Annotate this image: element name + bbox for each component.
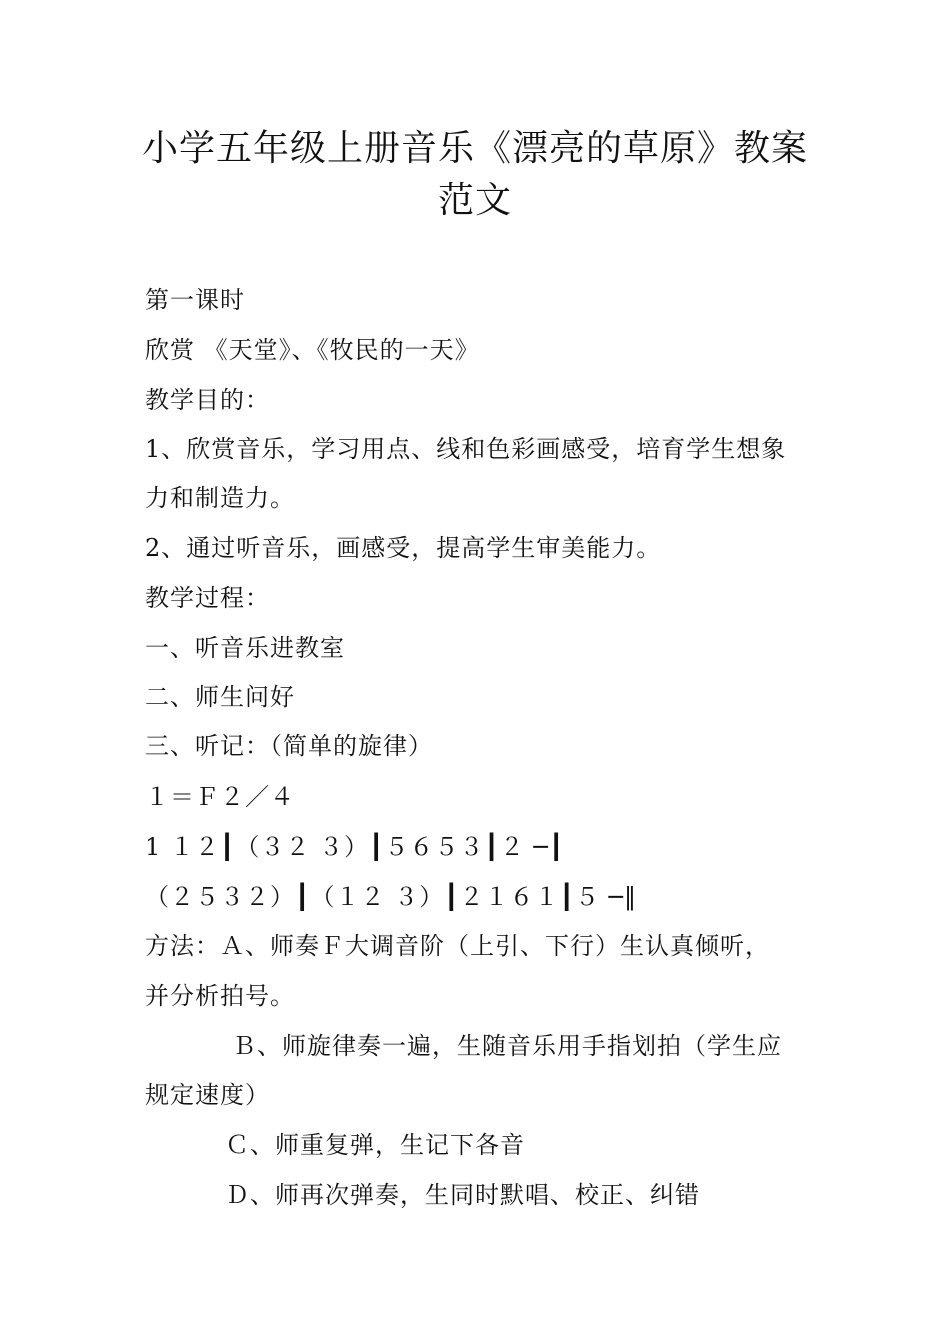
goal-1-line-1: 1、欣赏音乐，学习用点、线和色彩画感受，培育学生想象 — [145, 435, 787, 463]
step-1: 一、听音乐进教室 — [145, 634, 345, 662]
method-c: Ｃ、师重复弹，生记下各音 — [225, 1131, 525, 1159]
page-title-line-2: 范文 — [437, 180, 512, 221]
method-d: Ｄ、师再次弹奏，生同时默唱、校正、纠错 — [225, 1181, 700, 1209]
goal-2: 2、通过听音乐，画感受，提高学生审美能力。 — [145, 534, 662, 562]
page-title-line-1: 小学五年级上册音乐《漂亮的草原》教案 — [141, 128, 808, 169]
method-b-line-1: Ｂ、师旋律奏一遍，生随音乐用手指划拍（学生应 — [232, 1032, 782, 1060]
teaching-process-heading: 教学过程： — [145, 584, 270, 612]
key-signature: １＝Ｆ２／４ — [145, 783, 295, 811]
appreciation-works: 欣赏 《天堂》、《牧民的一天》 — [145, 336, 480, 364]
notation-line-2: （２５３２）┃（１２ ３）┃２１６１┃５ ─‖ — [145, 883, 638, 911]
goal-1-line-2: 力和制造力。 — [145, 484, 295, 512]
step-3: 三、听记：（简单的旋律） — [145, 732, 433, 760]
method-a-line-1: 方法：Ａ、师奏Ｆ大调音阶（上引、下行）生认真倾听， — [145, 932, 770, 960]
method-a-line-2: 并分析拍号。 — [145, 982, 295, 1010]
teaching-goals-heading: 教学目的： — [145, 386, 270, 414]
method-b-line-2: 规定速度） — [145, 1081, 270, 1109]
notation-line-1: 1 １２┃（３２ ３）┃５６５３┃２ ─┃ — [145, 833, 565, 861]
lesson-period: 第一课时 — [145, 286, 245, 314]
step-2: 二、师生问好 — [145, 683, 295, 711]
